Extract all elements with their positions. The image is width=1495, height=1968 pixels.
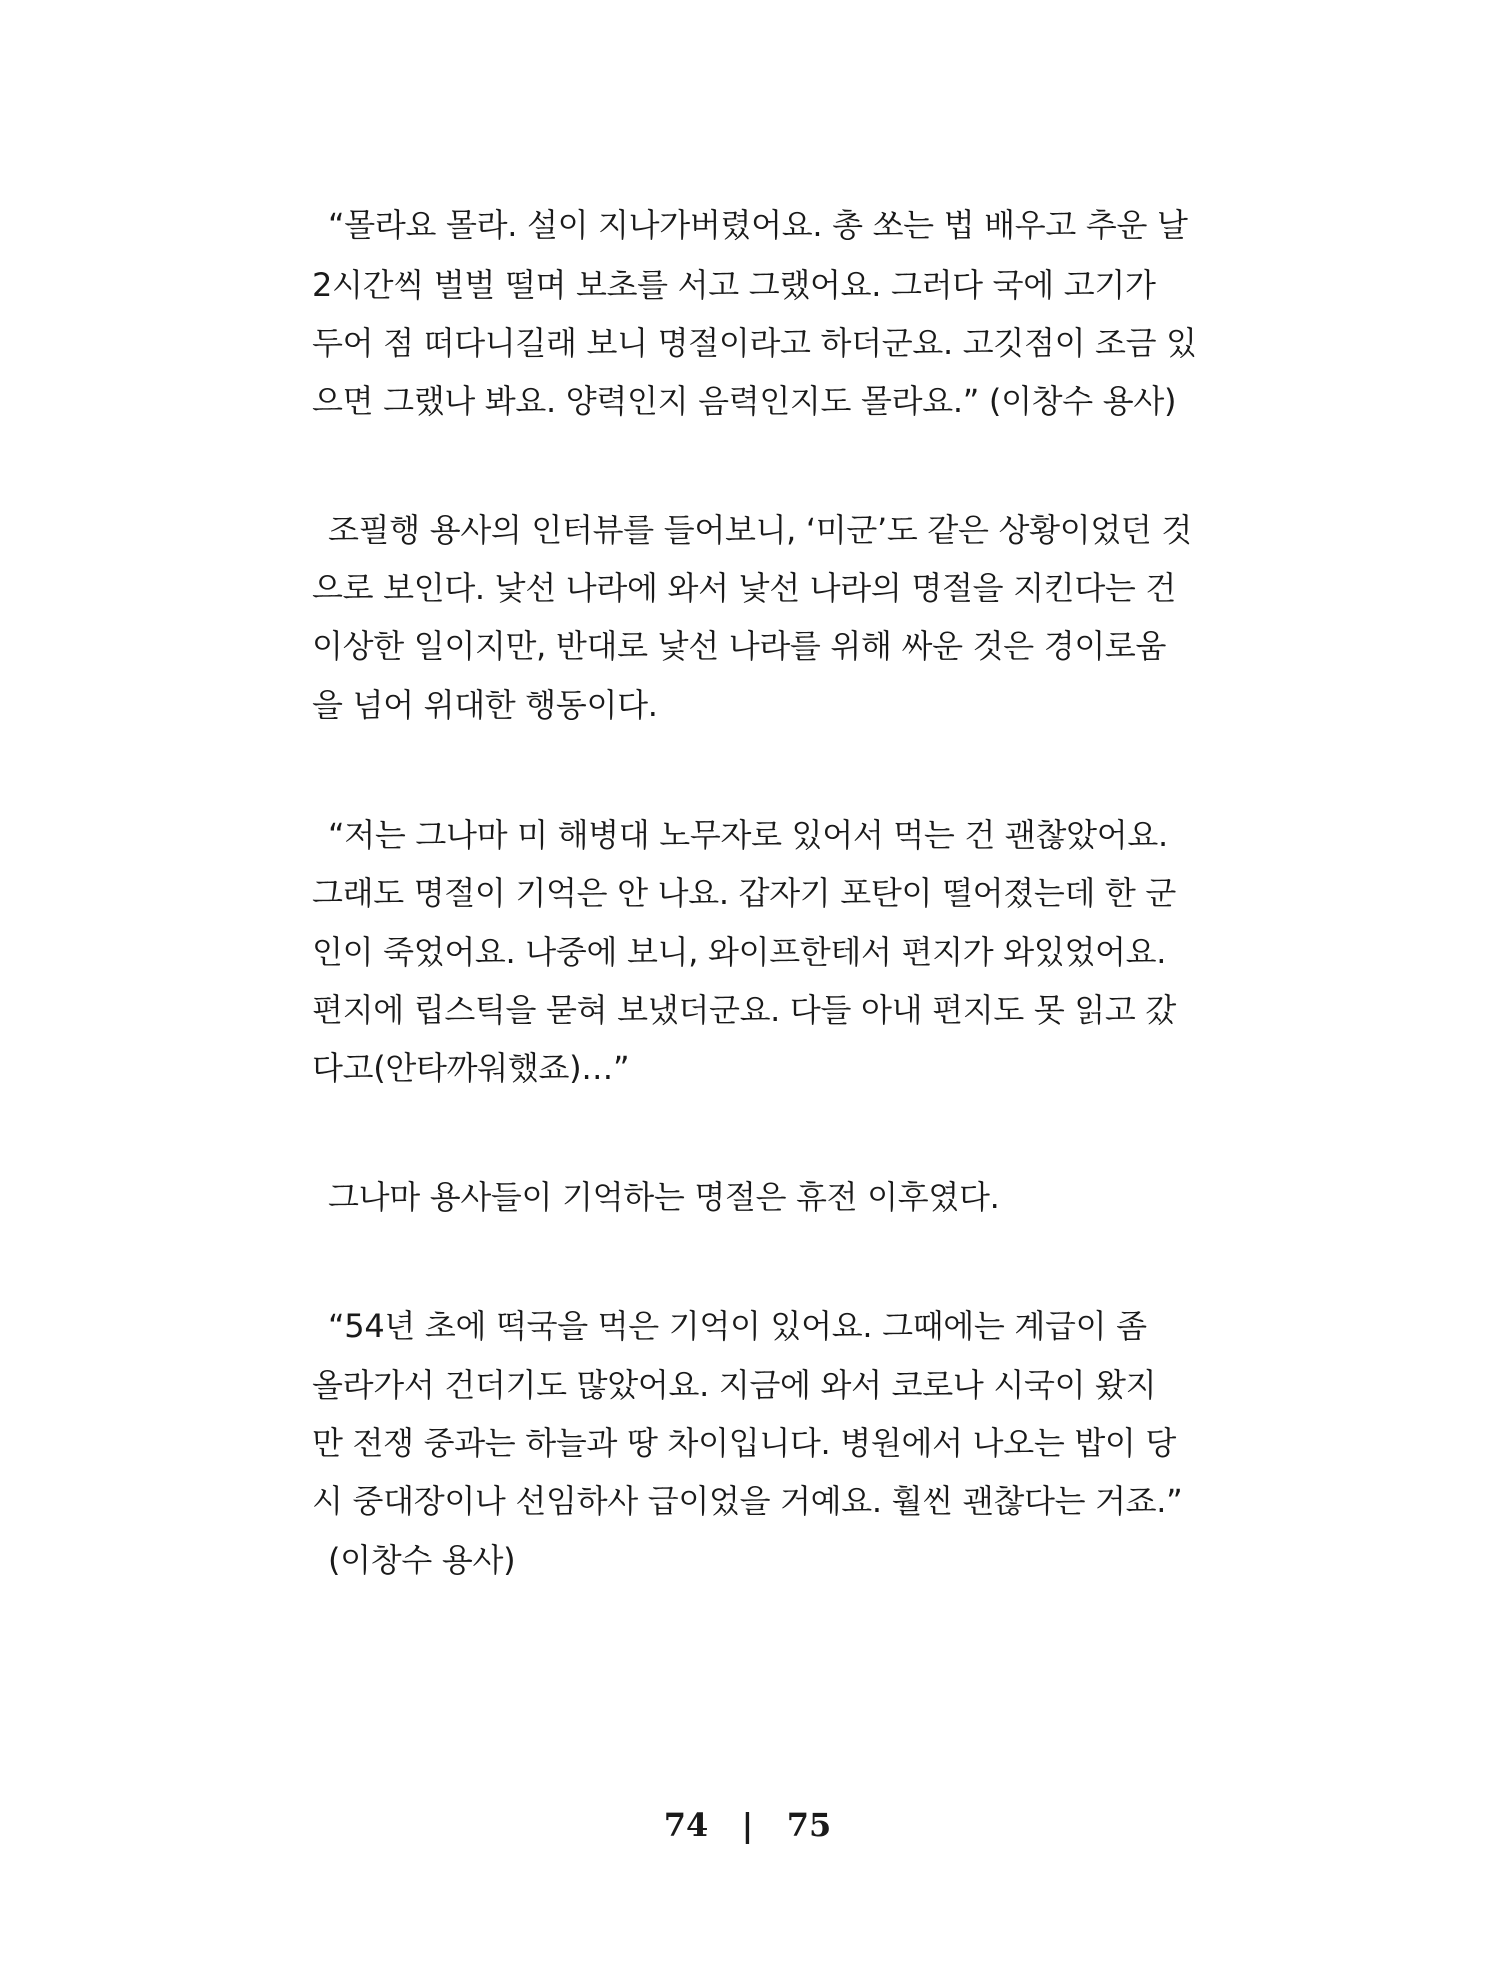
text-line: “저는 그나마 미 해병대 노무자로 있어서 먹는 건 괜찮았어요.	[328, 816, 1168, 854]
page-number-separator: |	[741, 1806, 754, 1844]
text-line: 다고(안타까워했죠)…”	[312, 1049, 630, 1087]
text-line: 편지에 립스틱을 묻혀 보냈더군요. 다들 아내 편지도 못 읽고 갔	[312, 991, 1177, 1029]
page-number-right: 75	[786, 1806, 832, 1844]
text-line: 2시간씩 벌벌 떨며 보초를 서고 그랬어요. 그러다 국에 고기가	[312, 266, 1156, 304]
text-line: 올라가서 건더기도 많았어요. 지금에 와서 코로나 시국이 왔지	[312, 1366, 1157, 1404]
text-line: “54년 초에 떡국을 먹은 기억이 있어요. 그때에는 계급이 좀	[328, 1307, 1147, 1345]
text-line: 이상한 일이지만, 반대로 낯선 나라를 위해 싸운 것은 경이로움	[312, 627, 1167, 665]
text-line: 두어 점 떠다니길래 보니 명절이라고 하더군요. 고깃점이 조금 있	[312, 324, 1197, 362]
text-line: 그나마 용사들이 기억하는 명절은 휴전 이후였다.	[328, 1178, 1000, 1216]
text-line: 으로 보인다. 낯선 나라에 와서 낯선 나라의 명절을 지킨다는 건	[312, 569, 1177, 607]
page-numbers	[0, 1800, 1495, 1850]
text-line: 인이 죽었어요. 나중에 보니, 와이프한테서 편지가 와있었어요.	[312, 933, 1167, 971]
page-number-left: 74	[663, 1806, 709, 1844]
text-line: (이창수 용사)	[328, 1541, 516, 1579]
text-line: 만 전쟁 중과는 하늘과 땅 차이입니다. 병원에서 나오는 밥이 당	[312, 1424, 1177, 1462]
text-line: 으면 그랬나 봐요. 양력인지 음력인지도 몰라요.” (이창수 용사)	[312, 382, 1177, 420]
text-line: 시 중대장이나 선임하사 급이었을 거예요. 훨씬 괜찮다는 거죠.”	[312, 1482, 1183, 1520]
text-line: 조필행 용사의 인터뷰를 들어보니, ‘미군’도 같은 상황이었던 것	[328, 511, 1193, 549]
text-line: “몰라요 몰라. 설이 지나가버렸어요. 총 쏘는 법 배우고 추운 날	[328, 206, 1188, 244]
text-line: 을 넘어 위대한 행동이다.	[312, 686, 658, 724]
text-line: 그래도 명절이 기억은 안 나요. 갑자기 포탄이 떨어졌는데 한 군	[312, 874, 1177, 912]
